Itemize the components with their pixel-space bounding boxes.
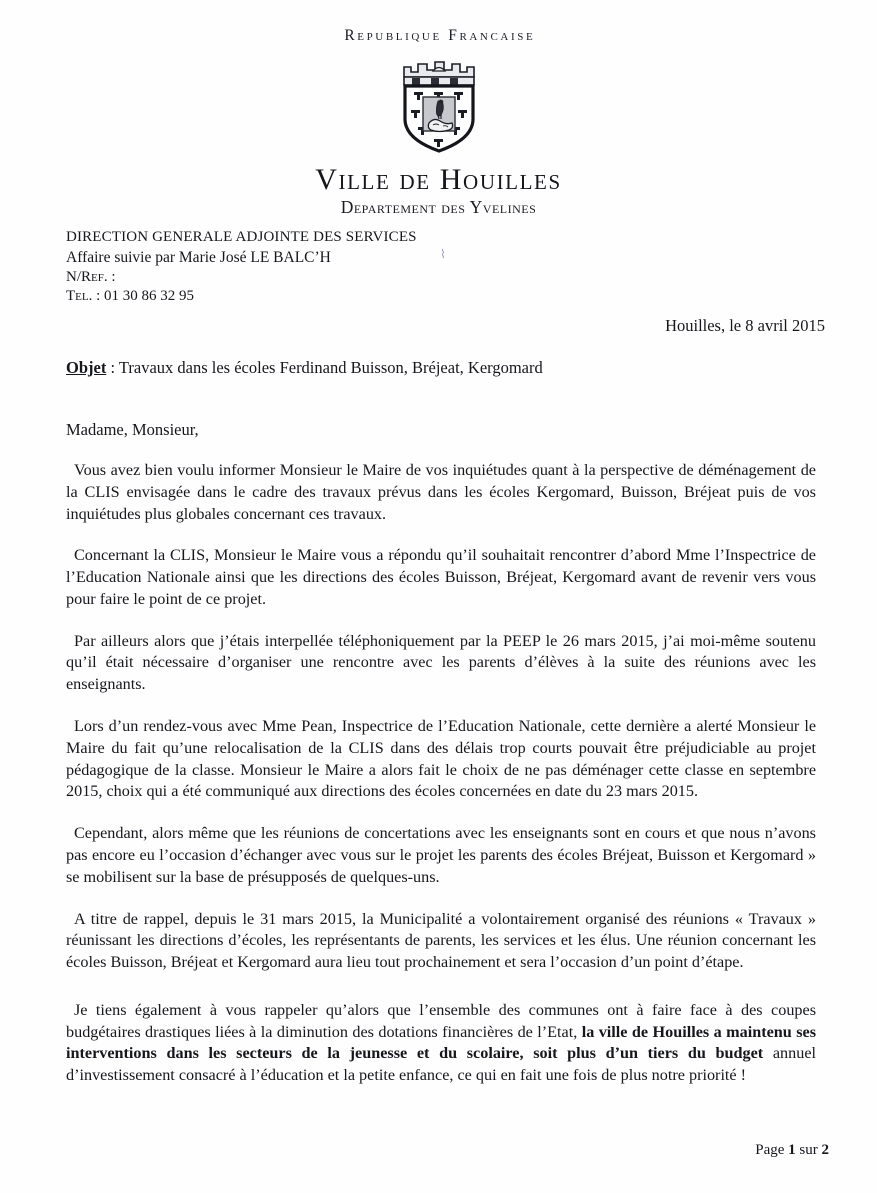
- subject-label: Objet: [66, 358, 107, 377]
- sender-block: [66, 228, 417, 307]
- crest-container: [0, 51, 877, 159]
- paragraph-4: Lors d’un rendez-vous avec Mme Pean, Inspectrice de l’Education Nationale, cette dernière a alerté Monsieur le Maire du fait qu’une relocalisation de la CLIS dans des délais trop courts pouvait être préjudiciable au projet pédagogique de la classe. Monsieur le Maire a alors fait le choix de ne pas déménager cette classe en septembre 2015, choix qui a été communiqué aux directions des écoles concernées en date du 23 mars 2015.: [66, 717, 816, 801]
- sender-handled-by: Affaire suivie par Marie José LE BALC’H: [66, 248, 331, 266]
- subject-separator: :: [106, 358, 119, 377]
- salutation: Madame, Monsieur,: [66, 420, 199, 439]
- paragraph-7: [66, 1000, 816, 1087]
- footer-total-pages: 2: [821, 1142, 829, 1158]
- page-footer: [755, 1142, 829, 1159]
- footer-middle: sur: [795, 1142, 822, 1158]
- paragraph-5: Cependant, alors même que les réunions de concertations avec les enseignants sont en cours et que nous n’avons pas encore eu l’occasion d’échanger avec vous sur le projet les parents des écoles Bréjeat, Buisson et Kergomard » se mobilisent sur la base de présupposés de quelques-uns.: [66, 824, 816, 886]
- paragraph-7-bold-emphasis: la ville de Houilles a maintenu ses interventions dans les secteurs de la jeunesse et du scolaire, soit plus d’un tiers du budget: [66, 1022, 816, 1063]
- coat-of-arms-icon: [387, 51, 491, 155]
- paragraph-6: A titre de rappel, depuis le 31 mars 2015, la Municipalité a volontairement organisé des réunions « Travaux » réunissant les directions d’écoles, les représentants de parents, les services et les élus. Une réunion concernant les écoles Buisson, Bréjeat et Kergomard aura lieu tout prochainement et sera l’occasion d’un point d’étape.: [66, 909, 816, 972]
- paragraph-7-text-end: annuel d’investissement consacré à l’éducation et la petite enfance, ce qui en fait une fois de plus notre priorité !: [66, 1044, 817, 1085]
- subject-line: [66, 358, 543, 378]
- sender-service: DIRECTION GENERALE ADJOINTE DES SERVICES: [66, 229, 417, 245]
- sender-telephone: Tel. : 01 30 86 32 95: [66, 288, 195, 305]
- republic-heading: Republique Francaise: [344, 27, 536, 44]
- subject-text: Travaux dans les écoles Ferdinand Buisson, Bréjeat, Kergomard: [118, 358, 543, 377]
- paragraph-3: Par ailleurs alors que j’étais interpellée téléphoniquement par la PEEP le 26 mars 2015, j’ai moi-même soutenu qu’il était nécessaire d’organiser une rencontre avec les parents d’élèves à la suite des réunions avec les enseignants.: [66, 631, 816, 694]
- paragraph-2: Concernant la CLIS, Monsieur le Maire vous a répondu qu’il souhaitait rencontrer d’abord Mme l’Inspectrice de l’Education Nationale ainsi que les directions des écoles Buisson, Bréjeat, Kergomard avant de revenir vers vous pour faire le point de ce projet.: [66, 546, 816, 608]
- paragraph-7-text-start: Je tiens également à vous rappeler qu’alors que l’ensemble des communes ont à faire face à des coupes budgétaires drastiques liées à la diminution des dotations financières de l’Etat,: [66, 1000, 816, 1041]
- paragraph-1: Vous avez bien voulu informer Monsieur le Maire de vos inquiétudes quant à la perspective de déménagement de la CLIS envisagée dans le cadre des travaux prévus dans les écoles Kergomard, Buisson, Bréjeat puis de vos inquiétudes plus globales concernant ces travaux.: [66, 461, 816, 523]
- footer-prefix: Page: [755, 1142, 789, 1158]
- letter-body: [66, 420, 816, 1107]
- date-line: Houilles, le 8 avril 2015: [665, 316, 825, 335]
- footer-current-page: 1: [788, 1142, 796, 1158]
- city-title: Ville de Houilles: [315, 163, 562, 196]
- scan-artifact-mark: ⌇: [440, 247, 446, 261]
- sender-reference: N/Ref. :: [66, 268, 116, 285]
- department-subtitle: Departement des Yvelines: [340, 196, 537, 217]
- letterhead: [0, 0, 877, 218]
